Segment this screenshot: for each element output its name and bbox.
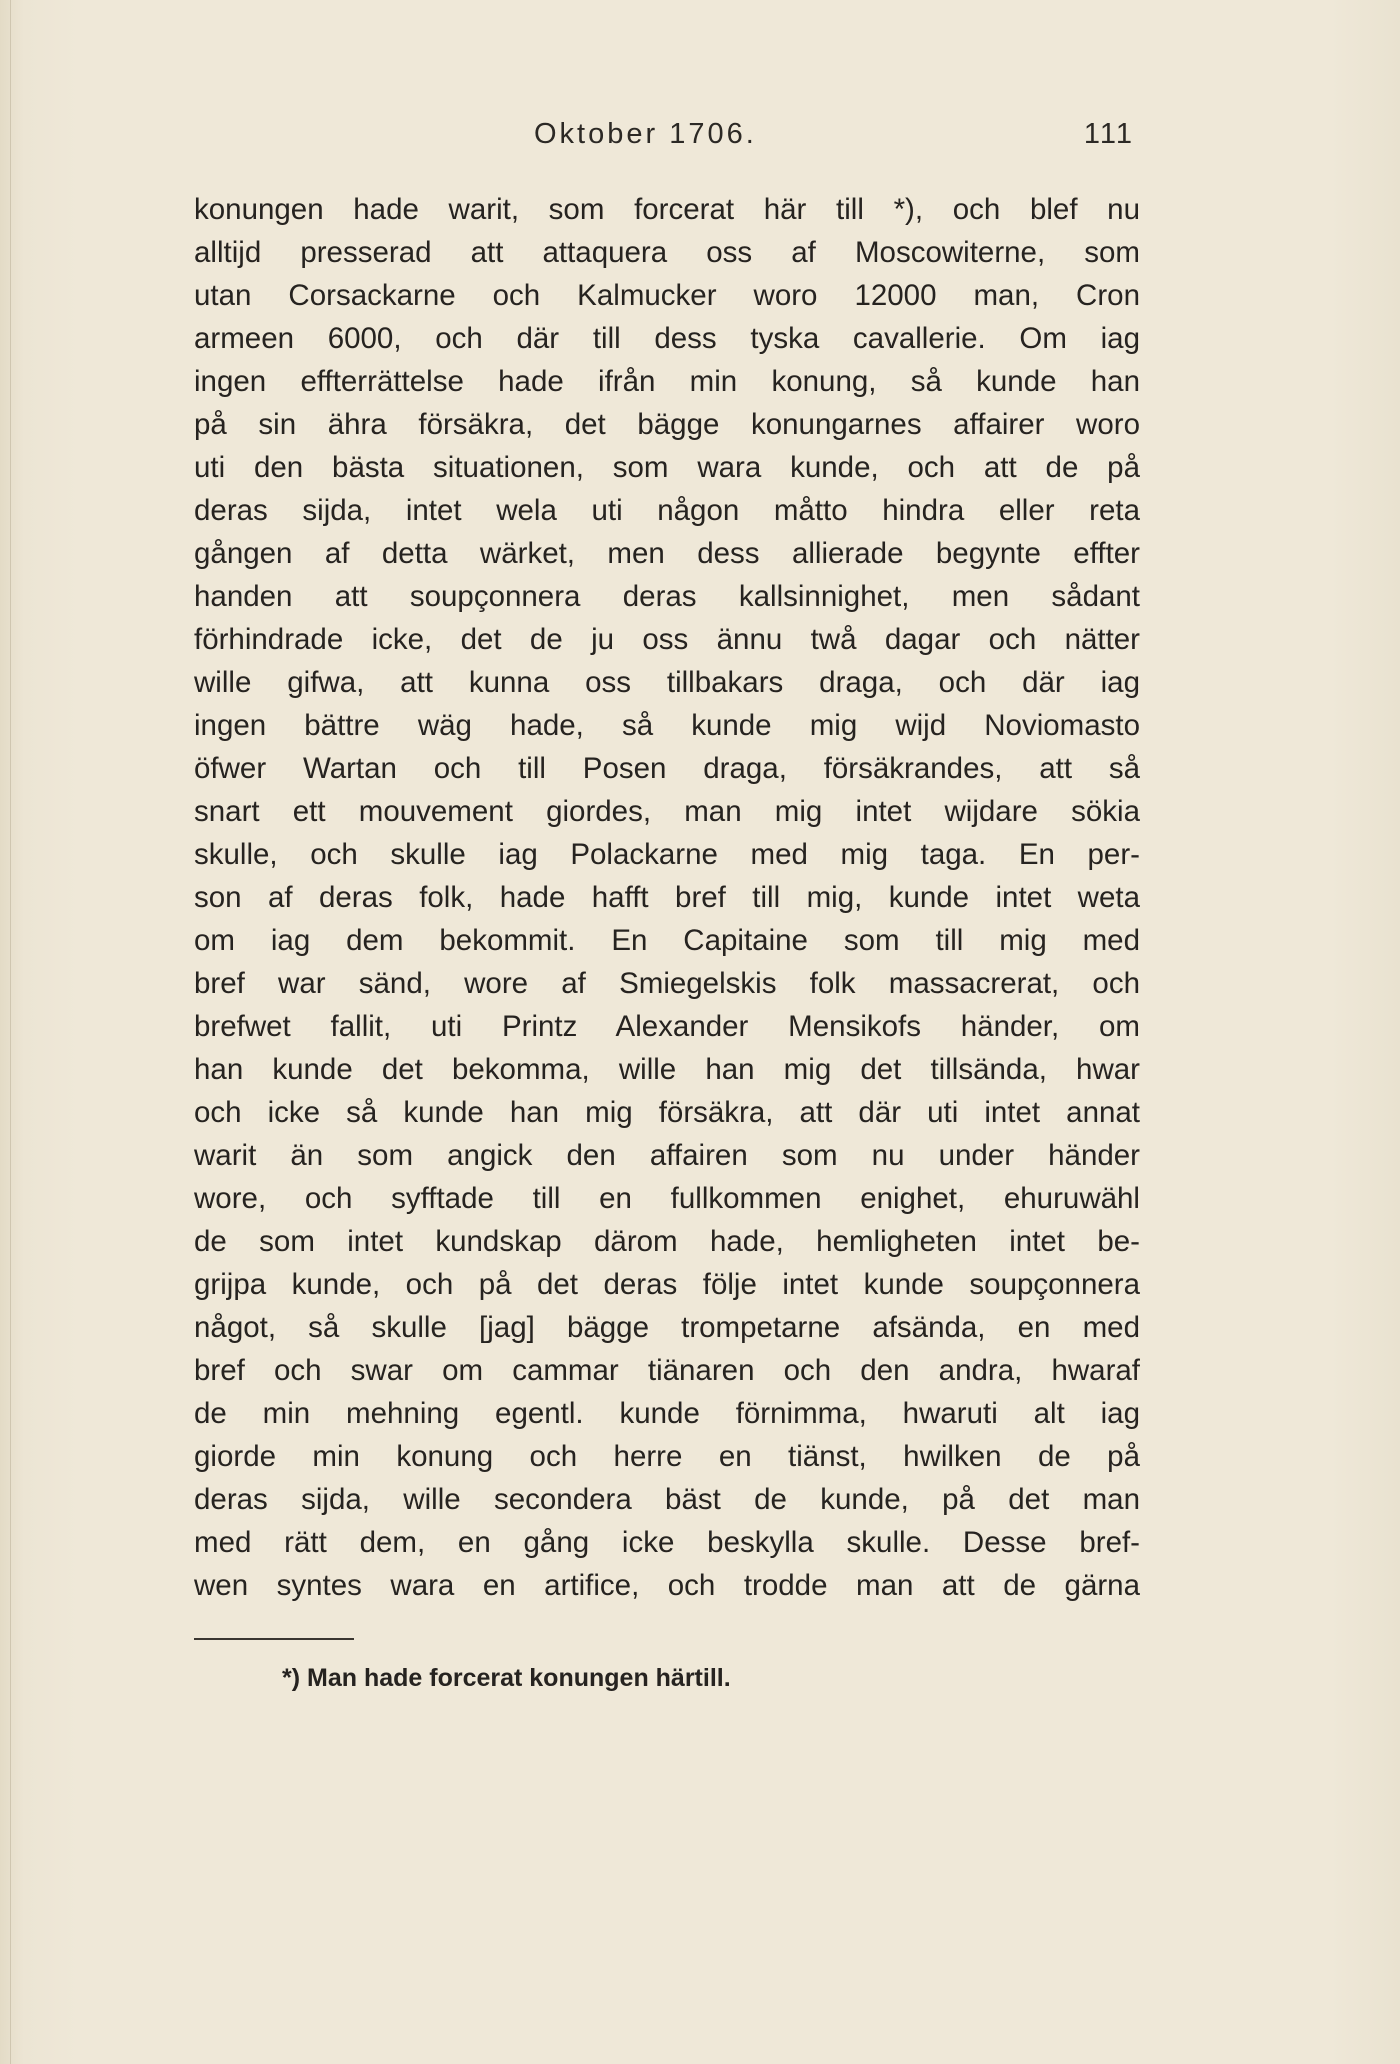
text-line: och icke så kunde han mig försäkra, att där uti intet annat [194, 1096, 1140, 1129]
text-line: bref och swar om cammar tiänaren och den andra, hwaraf [194, 1354, 1140, 1387]
text-line: utan Corsackarne och Kalmucker woro 12000 man, Cron [194, 279, 1140, 312]
body-text [194, 188, 1140, 1607]
text-line: något, så skulle [jag] bägge trompetarne afsända, en med [194, 1311, 1140, 1344]
text-line: deras sijda, wille secondera bäst de kunde, på det man [194, 1483, 1140, 1516]
text-line: skulle, och skulle iag Polackarne med mig taga. En per- [194, 838, 1140, 871]
text-line: brefwet fallit, uti Printz Alexander Mensikofs händer, om [194, 1010, 1140, 1043]
page-header [534, 118, 1134, 158]
text-line: uti den bästa situationen, som wara kunde, och att de på [194, 451, 1140, 484]
text-line: handen att soupçonnera deras kallsinnighet, men sådant [194, 580, 1140, 613]
text-line: deras sijda, intet wela uti någon måtto hindra eller reta [194, 494, 1140, 527]
running-title: Oktober 1706. [534, 118, 757, 150]
text-line: bref war sänd, wore af Smiegelskis folk massacrerat, och [194, 967, 1140, 1000]
text-line: gången af detta wärket, men dess allierade begynte effter [194, 537, 1140, 570]
text-line: de som intet kundskap därom hade, hemligheten intet be- [194, 1225, 1140, 1258]
page-edge-shadow [10, 0, 11, 2064]
text-line: om iag dem bekommit. En Capitaine som till mig med [194, 924, 1140, 957]
text-line: wille gifwa, att kunna oss tillbakars draga, och där iag [194, 666, 1140, 699]
page-number: 111 [1083, 118, 1134, 150]
text-line: grijpa kunde, och på det deras följe intet kunde soupçonnera [194, 1268, 1140, 1301]
text-line: wen syntes wara en artifice, och trodde man att de gärna [194, 1569, 1140, 1602]
text-line: de min mehning egentl. kunde förnimma, hwaruti alt iag [194, 1397, 1140, 1430]
footnote: *) Man hade forcerat konungen härtill. [282, 1664, 731, 1692]
text-line: alltijd presserad att attaquera oss af Moscowiterne, som [194, 236, 1140, 269]
text-line: konungen hade warit, som forcerat här till *), och blef nu [194, 193, 1140, 226]
text-line: snart ett mouvement giordes, man mig intet wijdare sökia [194, 795, 1140, 828]
text-line: giorde min konung och herre en tiänst, hwilken de på [194, 1440, 1140, 1473]
text-line: warit än som angick den affairen som nu under händer [194, 1139, 1140, 1172]
text-line: öfwer Wartan och till Posen draga, försäkrandes, att så [194, 752, 1140, 785]
text-line: förhindrade icke, det de ju oss ännu twå dagar och nätter [194, 623, 1140, 656]
text-line: han kunde det bekomma, wille han mig det tillsända, hwar [194, 1053, 1140, 1086]
text-line: ingen bättre wäg hade, så kunde mig wijd Noviomasto [194, 709, 1140, 742]
text-line: armeen 6000, och där till dess tyska cavallerie. Om iag [194, 322, 1140, 355]
text-line: på sin ähra försäkra, det bägge konungarnes affairer woro [194, 408, 1140, 441]
text-line: wore, och syfftade till en fullkommen enighet, ehuruwähl [194, 1182, 1140, 1215]
text-line: ingen effterrättelse hade ifrån min konung, så kunde han [194, 365, 1140, 398]
footnote-divider [194, 1638, 354, 1640]
text-line: son af deras folk, hade hafft bref till mig, kunde intet weta [194, 881, 1140, 914]
text-line: med rätt dem, en gång icke beskylla skulle. Desse bref- [194, 1526, 1140, 1559]
